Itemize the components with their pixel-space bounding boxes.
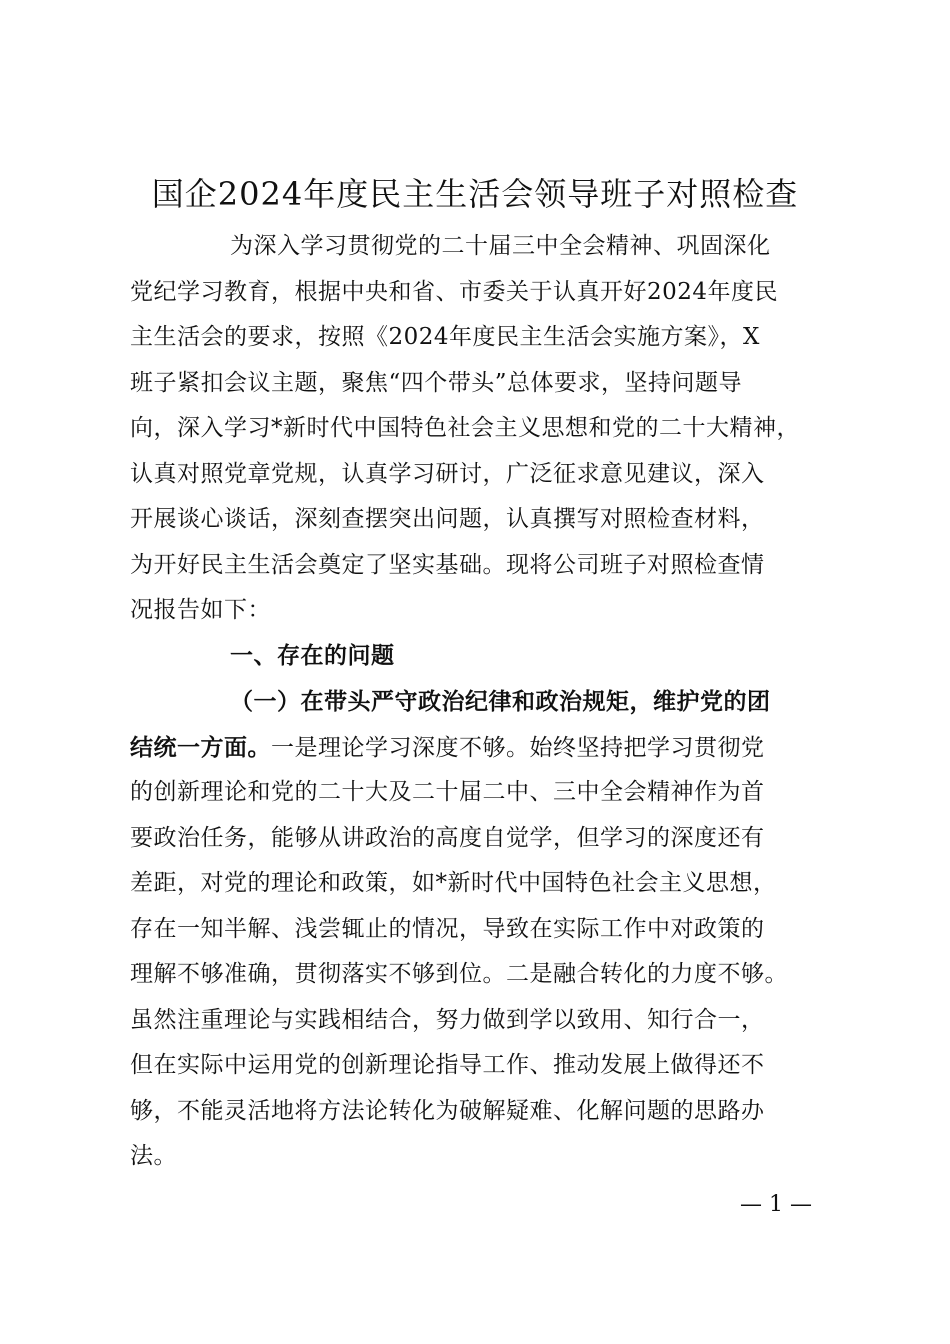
subsection-line-9: 但在实际中运用党的创新理论指导工作、推动发展上做得还不 [130,1052,765,1078]
subsection-heading-line-1: （一）在带头严守政治纪律和政治规矩，维护党的团 [230,688,771,715]
intro-line-4: 班子紧扣会议主题，聚焦“四个带头”总体要求，坚持问题导 [130,369,743,396]
subsection-line-10: 够，不能灵活地将方法论转化为破解疑难、化解问题的思路办 [130,1097,765,1124]
intro-line-1: 为深入学习贯彻党的二十届三中全会精神、巩固深化 [230,233,771,259]
subsection-line-5: 差距，对党的理论和政策，如*新时代中国特色社会主义思想， [130,870,777,896]
intro-line-9: 况报告如下： [130,597,271,623]
subsection-text-line-2: 一是理论学习深度不够。始终坚持把学习贯彻党 [271,734,765,761]
subsection-heading-line-2: 结统一方面。 [130,733,271,761]
subsection-line-11: 法。 [130,1143,177,1169]
subsection-line-2 [130,725,830,771]
subsection-line-4: 要政治任务，能够从讲政治的高度自觉学，但学习的深度还有 [130,824,765,851]
subsection-line-7: 理解不够准确，贯彻落实不够到位。二是融合转化的力度不够。 [130,961,788,987]
document-body [130,224,830,1180]
subsection-line-8: 虽然注重理论与实践相结合，努力做到学以致用、知行合一， [130,1006,765,1033]
page-number: — 1 — [740,1192,812,1217]
intro-line-7: 开展谈心谈话，深刻查摆突出问题，认真撰写对照检查材料， [130,506,765,532]
section-heading: 一、存在的问题 [230,642,395,669]
intro-line-6: 认真对照党章党规，认真学习研讨，广泛征求意见建议，深入 [130,460,765,487]
intro-line-8: 为开好民主生活会奠定了坚实基础。现将公司班子对照检查情 [130,551,765,578]
subsection-line-6: 存在一知半解、浅尝辄止的情况，导致在实际工作中对政策的 [130,915,765,942]
intro-line-2: 党纪学习教育，根据中央和省、市委关于认真开好2024年度民 [130,278,779,305]
intro-line-3: 主生活会的要求，按照《2024年度民主生活会实施方案》，X [130,324,760,350]
document-title: 国企2024年度民主生活会领导班子对照检查 [151,175,799,213]
intro-line-5: 向，深入学习*新时代中国特色社会主义思想和党的二十大精神， [130,415,800,441]
subsection-line-3: 的创新理论和党的二十大及二十届二中、三中全会精神作为首 [130,779,765,805]
